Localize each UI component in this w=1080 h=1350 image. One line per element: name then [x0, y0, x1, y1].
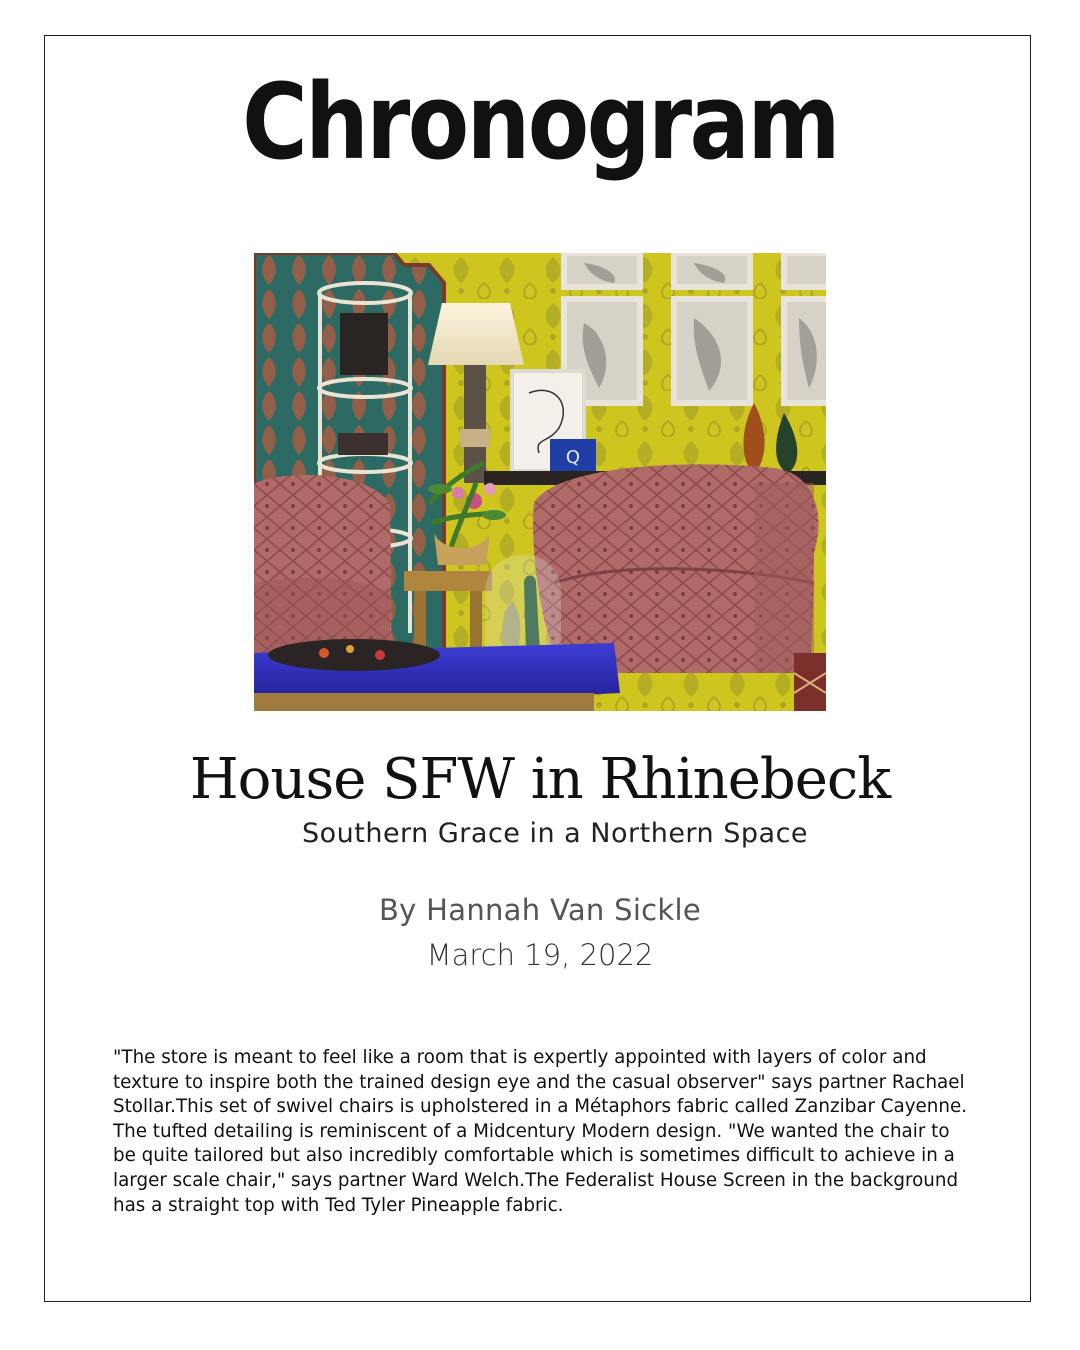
article-date: March 19, 2022	[426, 938, 654, 972]
article-photo	[254, 253, 826, 711]
article-title: House SFW in Rhinebeck	[189, 747, 891, 812]
article-subtitle: Southern Grace in a Northern Space	[301, 818, 809, 849]
article-body: "The store is meant to feel like a room that is expertly appointed with layers of color and texture to inspire both the trained design eye and the casual observer" says partner Rachael Stollar.This set of swivel chairs is upholstered in a Métaphors fabric called Zanzibar Cayenne. The tufted detailing is reminiscent of a Midcentury Modern design. "We wanted the chair to be quite tailored but also incredibly comfortable which is sometimes difficult to achieve in a larger scale chair," says partner Ward Welch.The Federalist House Screen in the background has a straight top with Ted Tyler Pineapple fabric.	[113, 1047, 968, 1216]
publication-logo: Chronogram	[242, 61, 838, 183]
article-byline: By Hannah Van Sickle	[378, 893, 702, 927]
svg-text:Q: Q	[565, 447, 581, 468]
